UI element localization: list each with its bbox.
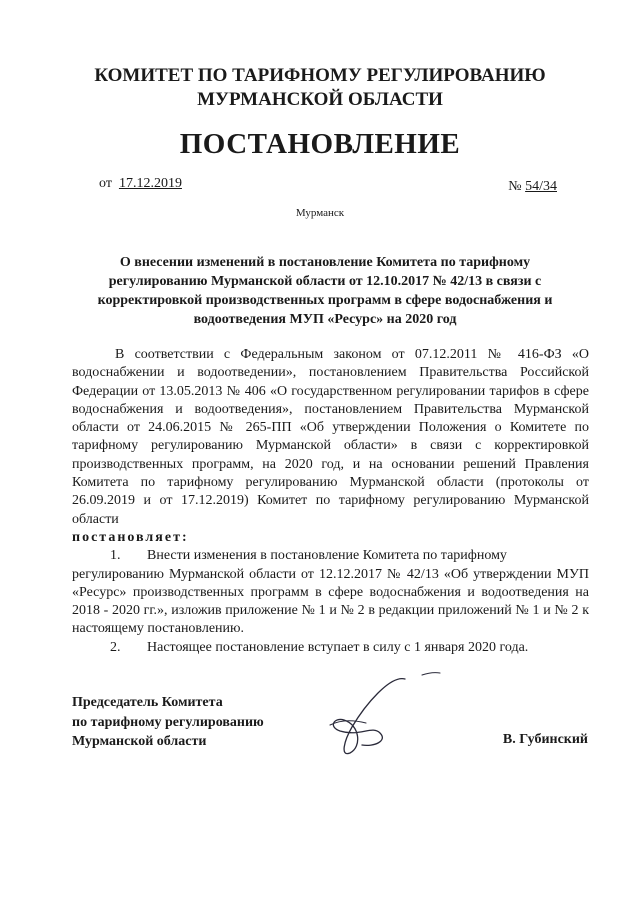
org-line-1: КОМИТЕТ ПО ТАРИФНОМУ РЕГУЛИРОВАНИЮ [94,65,546,86]
preamble-paragraph: В соответствии с Федеральным законом от 07.12.2011 № 416-ФЗ «О водоснабжении и водоотведении», постановлением Правительства Российской Федерации от 13.05.2013 № 406 «О государственном регулировании тарифов в сфере водоснабжения и водоотведения», постановлением Правительства Мурманской области от 24.06.2015 № 265-ПП «Об утверждении Положения о Комитете по тарифному регулированию Мурманской области» в связи с корректировкой производственных программ, на 2020 год, и на основании решений Правления Комитета по тарифному регулированию Мурманской области (протоколы от 26.09.2019 и от 17.12.2019) Комитет по тарифному регулированию Мурманской области [72,347,589,527]
subject-line: водоотведения МУП «Ресурс» на 2020 год [193,312,457,327]
item-text: Настоящее постановление вступает в силу с 1 января 2020 года. [147,639,529,655]
decree-word: постановляет: [72,529,189,545]
item-text-continuation: регулированию Мурманской области от 12.12.2017 № 42/13 «Об утверждении МУП «Ресурс» производственных программ в сфере водоснабжения и водоотведения на 2018 - 2020 гг.», изложив приложение № 1 и № 2 в редакции приложений № 1 и № 2 к настоящему постановлению. [72,566,589,637]
document-body [72,346,589,657]
document-number [508,179,557,195]
org-line-2: МУРМАНСКОЙ ОБЛАСТИ [197,89,443,110]
date-prefix: от [99,176,112,191]
document-date [99,176,182,192]
list-item [72,547,589,638]
date-value: 17.12.2019 [118,176,182,191]
list-item [72,639,589,657]
signatory-position [72,693,264,752]
position-line: по тарифному регулированию [72,714,264,730]
item-number: 2. [110,639,121,655]
signer-name: В. Губинский [502,732,588,747]
subject-line: регулированию Мурманской области от 12.10.2017 № 42/13 в связи с [108,274,542,289]
subject-line: О внесении изменений в постановление Комитета по тарифному [119,255,531,270]
position-line: Мурманской области [72,734,207,749]
number-value: 54/34 [525,179,557,194]
document-type-title: ПОСТАНОВЛЕНИЕ [179,128,461,160]
item-text-first-line: Внести изменения в постановление Комитета по тарифному [147,548,507,564]
handwritten-signature [310,665,480,775]
subject-line: корректировкой производственных программ в сфере водоснабжения и [97,293,553,308]
item-number: 1. [110,548,121,564]
document-subject [70,253,580,329]
number-prefix: № [508,179,522,194]
organization-header [0,64,640,112]
city-name: Мурманск [295,207,345,219]
position-line: Председатель Комитета [72,695,223,710]
